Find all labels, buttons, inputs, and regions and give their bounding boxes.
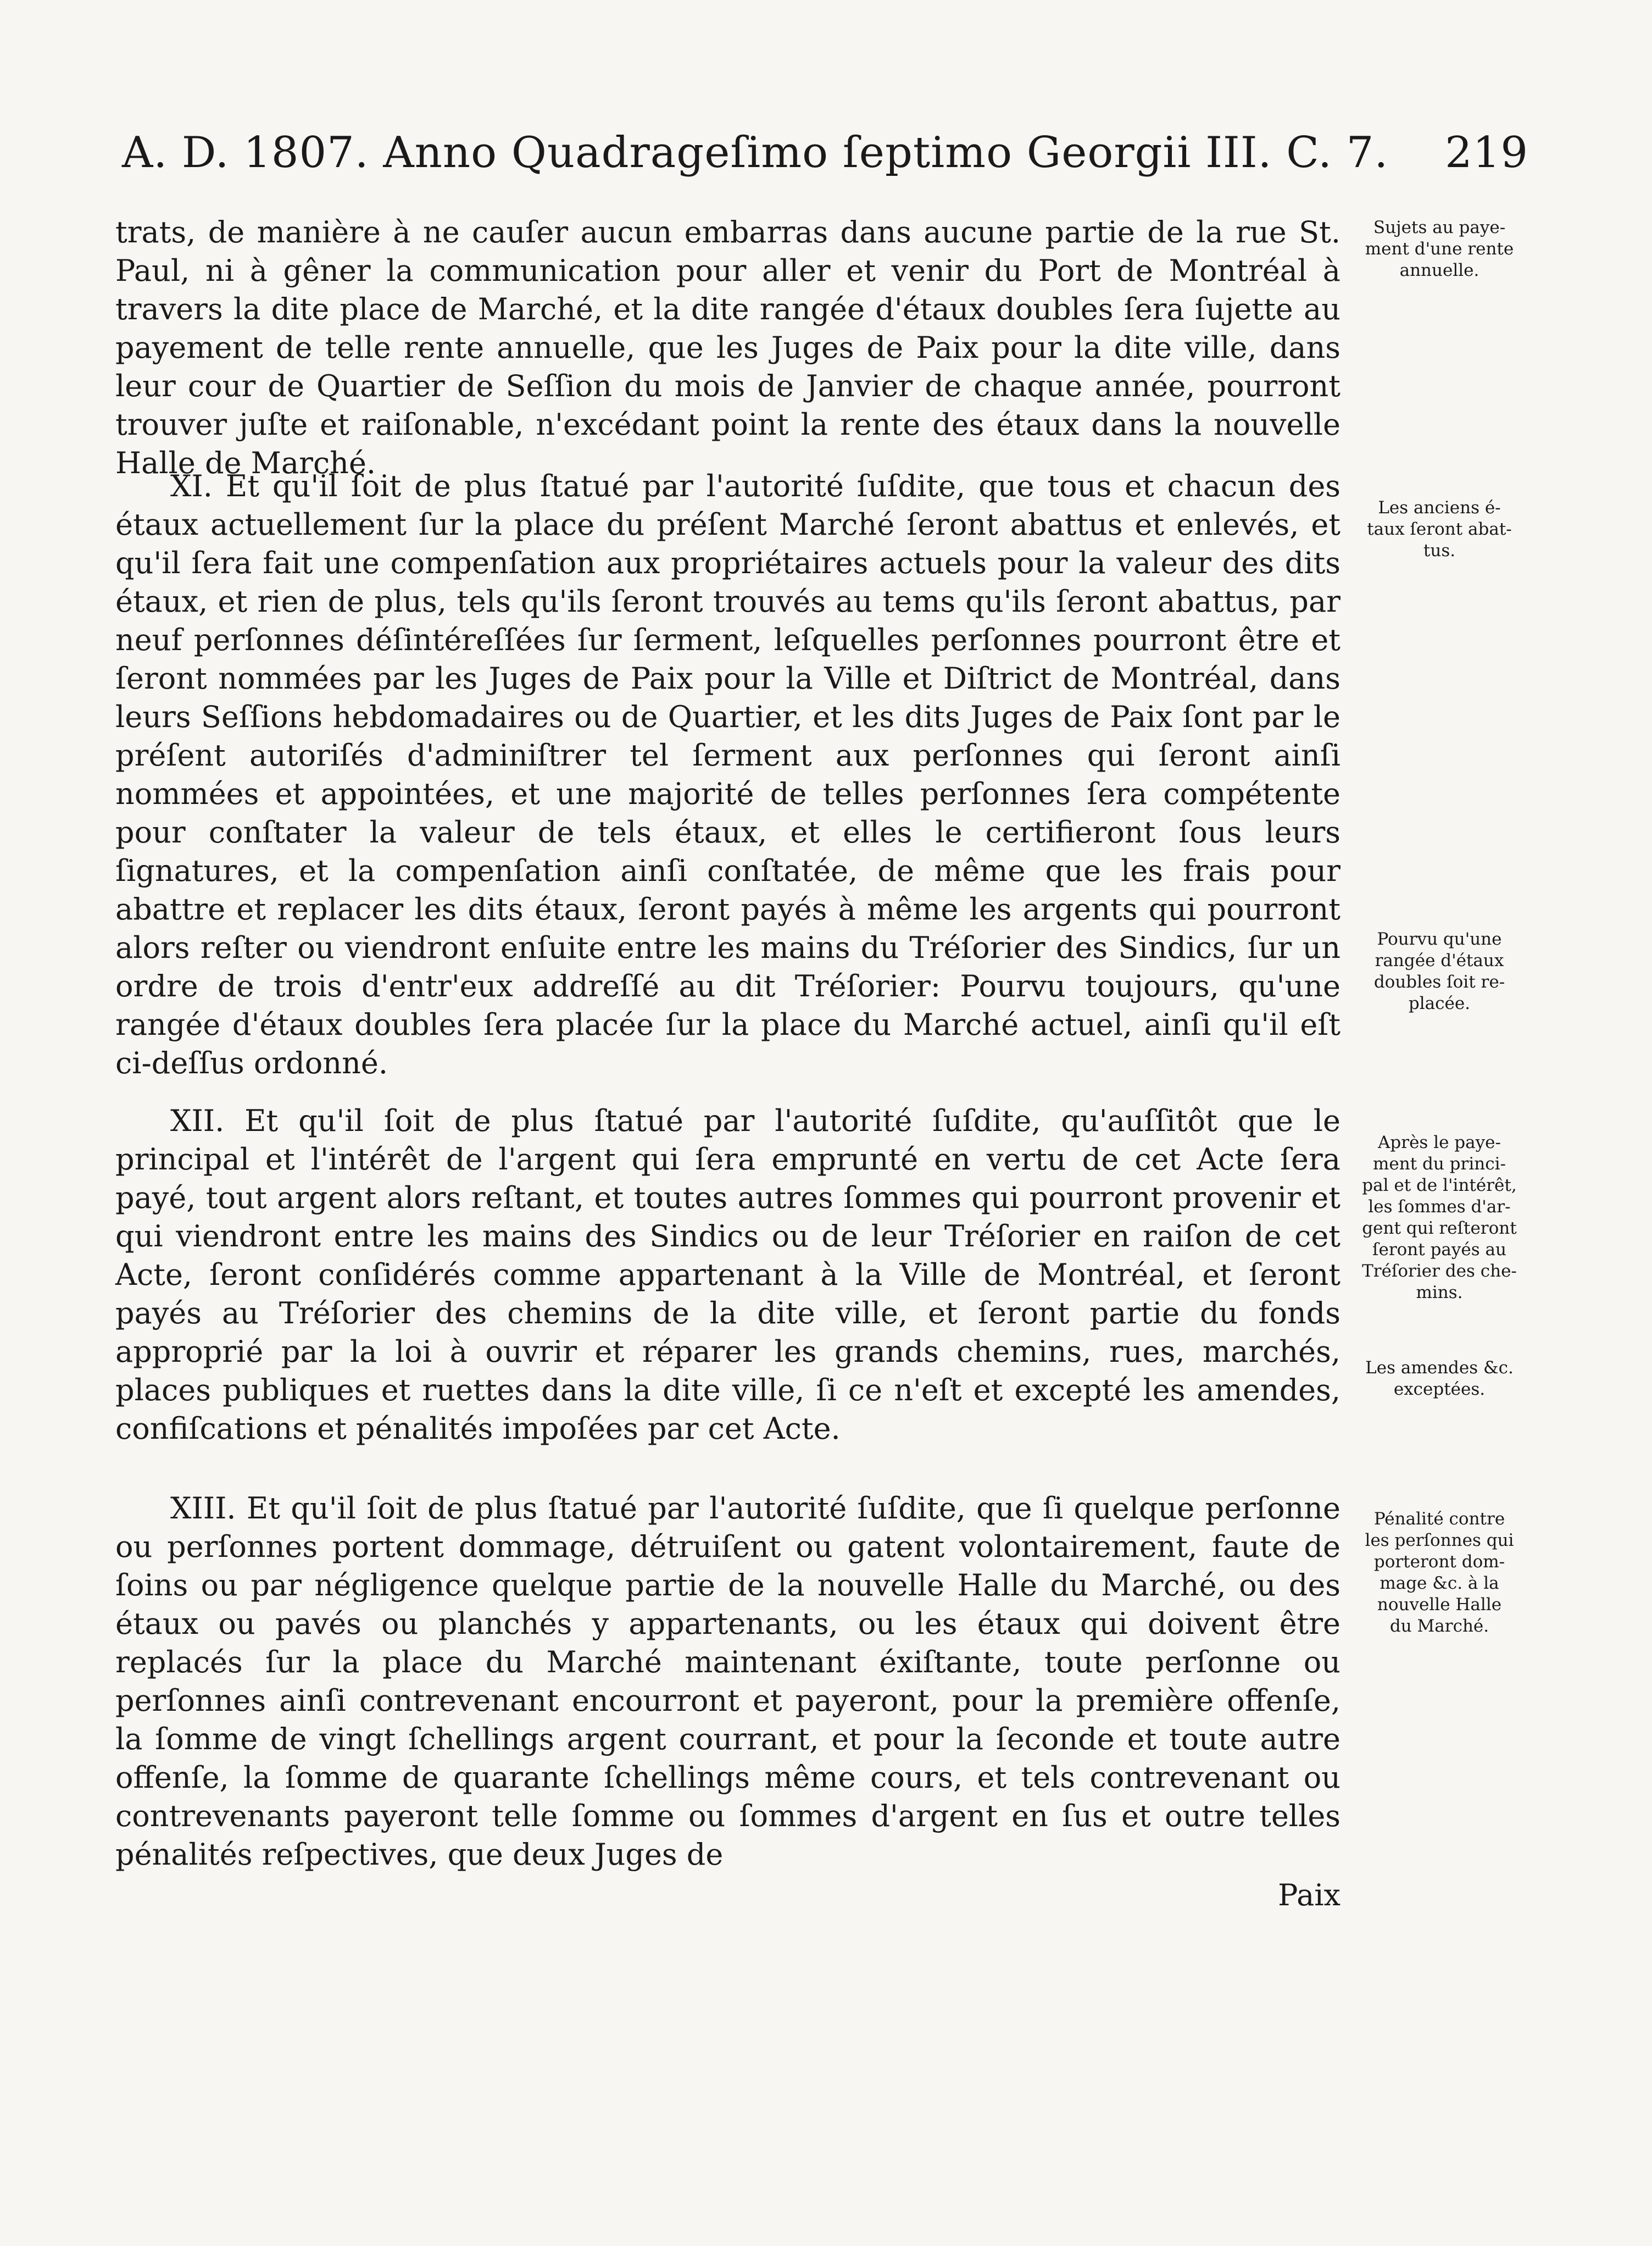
section-xiii-text: XIII. Et qu'il ſoit de plus ſtatué par l'autorité ſuſdite, que ſi quelque perſonne ou perſonnes portent dommage, détruiſent ou gatent volontairement, faute de ſoins ou par négligence quelque partie de la nouvelle Halle du Marché, ou des étaux ou pavés ou planchés y appartenants, ou les étaux qui doivent être replacés ſur la place du Marché maintenant éxiſtante, toute perſonne ou perſonnes ainſi contrevenant encourront et payeront, pour la première offenſe, la ſomme de vingt ſchellings argent courrant, et pour la ſeconde et toute autre offenſe, la ſomme de quarante ſchellings même cours, et tels contrevenant ou contrevenants payeront telle ſomme ou ſommes d'argent en ſus et outre telles pénalités reſpectives, que deux Juges de	[115, 1491, 1340, 1872]
continuation-paragraph	[115, 213, 1340, 483]
section-xiii	[115, 1489, 1340, 1915]
page-number: 219	[1445, 128, 1528, 178]
margin-note-penalty: Pénalité contre les perſonnes qui porteront dom- mage &c. à la nouvelle Halle du Marché.	[1365, 1509, 1514, 1636]
section-xii	[115, 1102, 1340, 1448]
paragraph-text: trats, de manière à ne cauſer aucun embarras dans aucune partie de la rue St. Paul, ni à gêner la communication pour aller et venir du Port de Montréal à travers la dite place de Marché, et la dite rangée d'étaux doubles ſera ſujette au payement de telle rente annuelle, que les Juges de Paix pour la dite ville, dans leur cour de Quartier de Seſſion du mois de Janvier de chaque année, pourront trouver juſte et raiſonable, n'excédant point la rente des étaux dans la nouvelle Halle de Marché.	[115, 215, 1340, 480]
margin-note-old-stalls: Les anciens é- taux ſeront abat- tus.	[1367, 498, 1512, 561]
running-title: A. D. 1807. Anno Quadrageſimo ſeptimo Georgii III. C. 7.	[122, 128, 1389, 178]
margin-note-fines-excepted: Les amendes &c. exceptées.	[1365, 1358, 1514, 1399]
margin-note-double-stalls: Pourvu qu'une rangée d'étaux doubles ſoit re- placée.	[1373, 929, 1505, 1013]
margin-note-remaining-money: Après le paye- ment du princi- pal et de l'intérêt, les ſommes d'ar- gent qui reſteront ſeront payés au Tréſorier des che- mins.	[1362, 1133, 1517, 1302]
section-xi	[115, 467, 1340, 1083]
section-xii-text: XII. Et qu'il ſoit de plus ſtatué par l'autorité ſuſdite, qu'auſſitôt que le principal et l'intérêt de l'argent qui ſera emprunté en vertu de cet Acte ſera payé, tout argent alors reſtant, et toutes autres ſommes qui pourront provenir et qui viendront entre les mains des Sindics ou de leur Tréſorier en raiſon de cet Acte, ſeront conſidérés comme appartenant à la Ville de Montréal, et ſeront payés au Tréſorier des chemins de la dite ville, et ſeront partie du fonds approprié par la loi à ouvrir et réparer les grands chemins, rues, marchés, places publiques et ruettes dans la dite ville, ſi ce n'eſt et excepté les amendes, confiſcations et pénalités impoſées par cet Acte.	[115, 1103, 1340, 1446]
margin-note-annual-rent: Sujets au paye- ment d'une rente annuelle.	[1365, 218, 1514, 280]
section-xi-text: XI. Et qu'il ſoit de plus ſtatué par l'autorité ſuſdite, que tous et chacun des étaux actuellement ſur la place du préſent Marché ſeront abattus et enlevés, et qu'il ſera fait une compenſation aux propriétaires actuels pour la valeur des dits étaux, et rien de plus, tels qu'ils ſeront trouvés au tems qu'ils ſeront abattus, par neuf perſonnes déſintéreſſées ſur ſerment, leſquelles perſonnes pourront être et ſeront nommées par les Juges de Paix pour la Ville et Diſtrict de Montréal, dans leurs Seſſions hebdomadaires ou de Quartier, et les dits Juges de Paix ſont par le préſent autoriſés d'adminiſtrer tel ſerment aux perſonnes qui ſeront ainſi nommées et appointées, et une majorité de telles perſonnes ſera compétente pour conſtater la valeur de tels étaux, et elles le certifieront ſous leurs ſignatures, et la compenſation ainſi conſtatée, de même que les frais pour abattre et replacer les dits étaux, ſeront payés à même les argents qui pourront alors reſter ou viendront enſuite entre les mains du Tréſorier des Sindics, ſur un ordre de trois d'entr'eux addreſſé au dit Tréſorier: Pourvu toujours, qu'une rangée d'étaux doubles ſera placée ſur la place du Marché actuel, ainſi qu'il eſt ci-deſſus ordonné.	[115, 469, 1340, 1080]
catchword: Paix	[1278, 1878, 1340, 1912]
running-head	[122, 125, 1528, 180]
